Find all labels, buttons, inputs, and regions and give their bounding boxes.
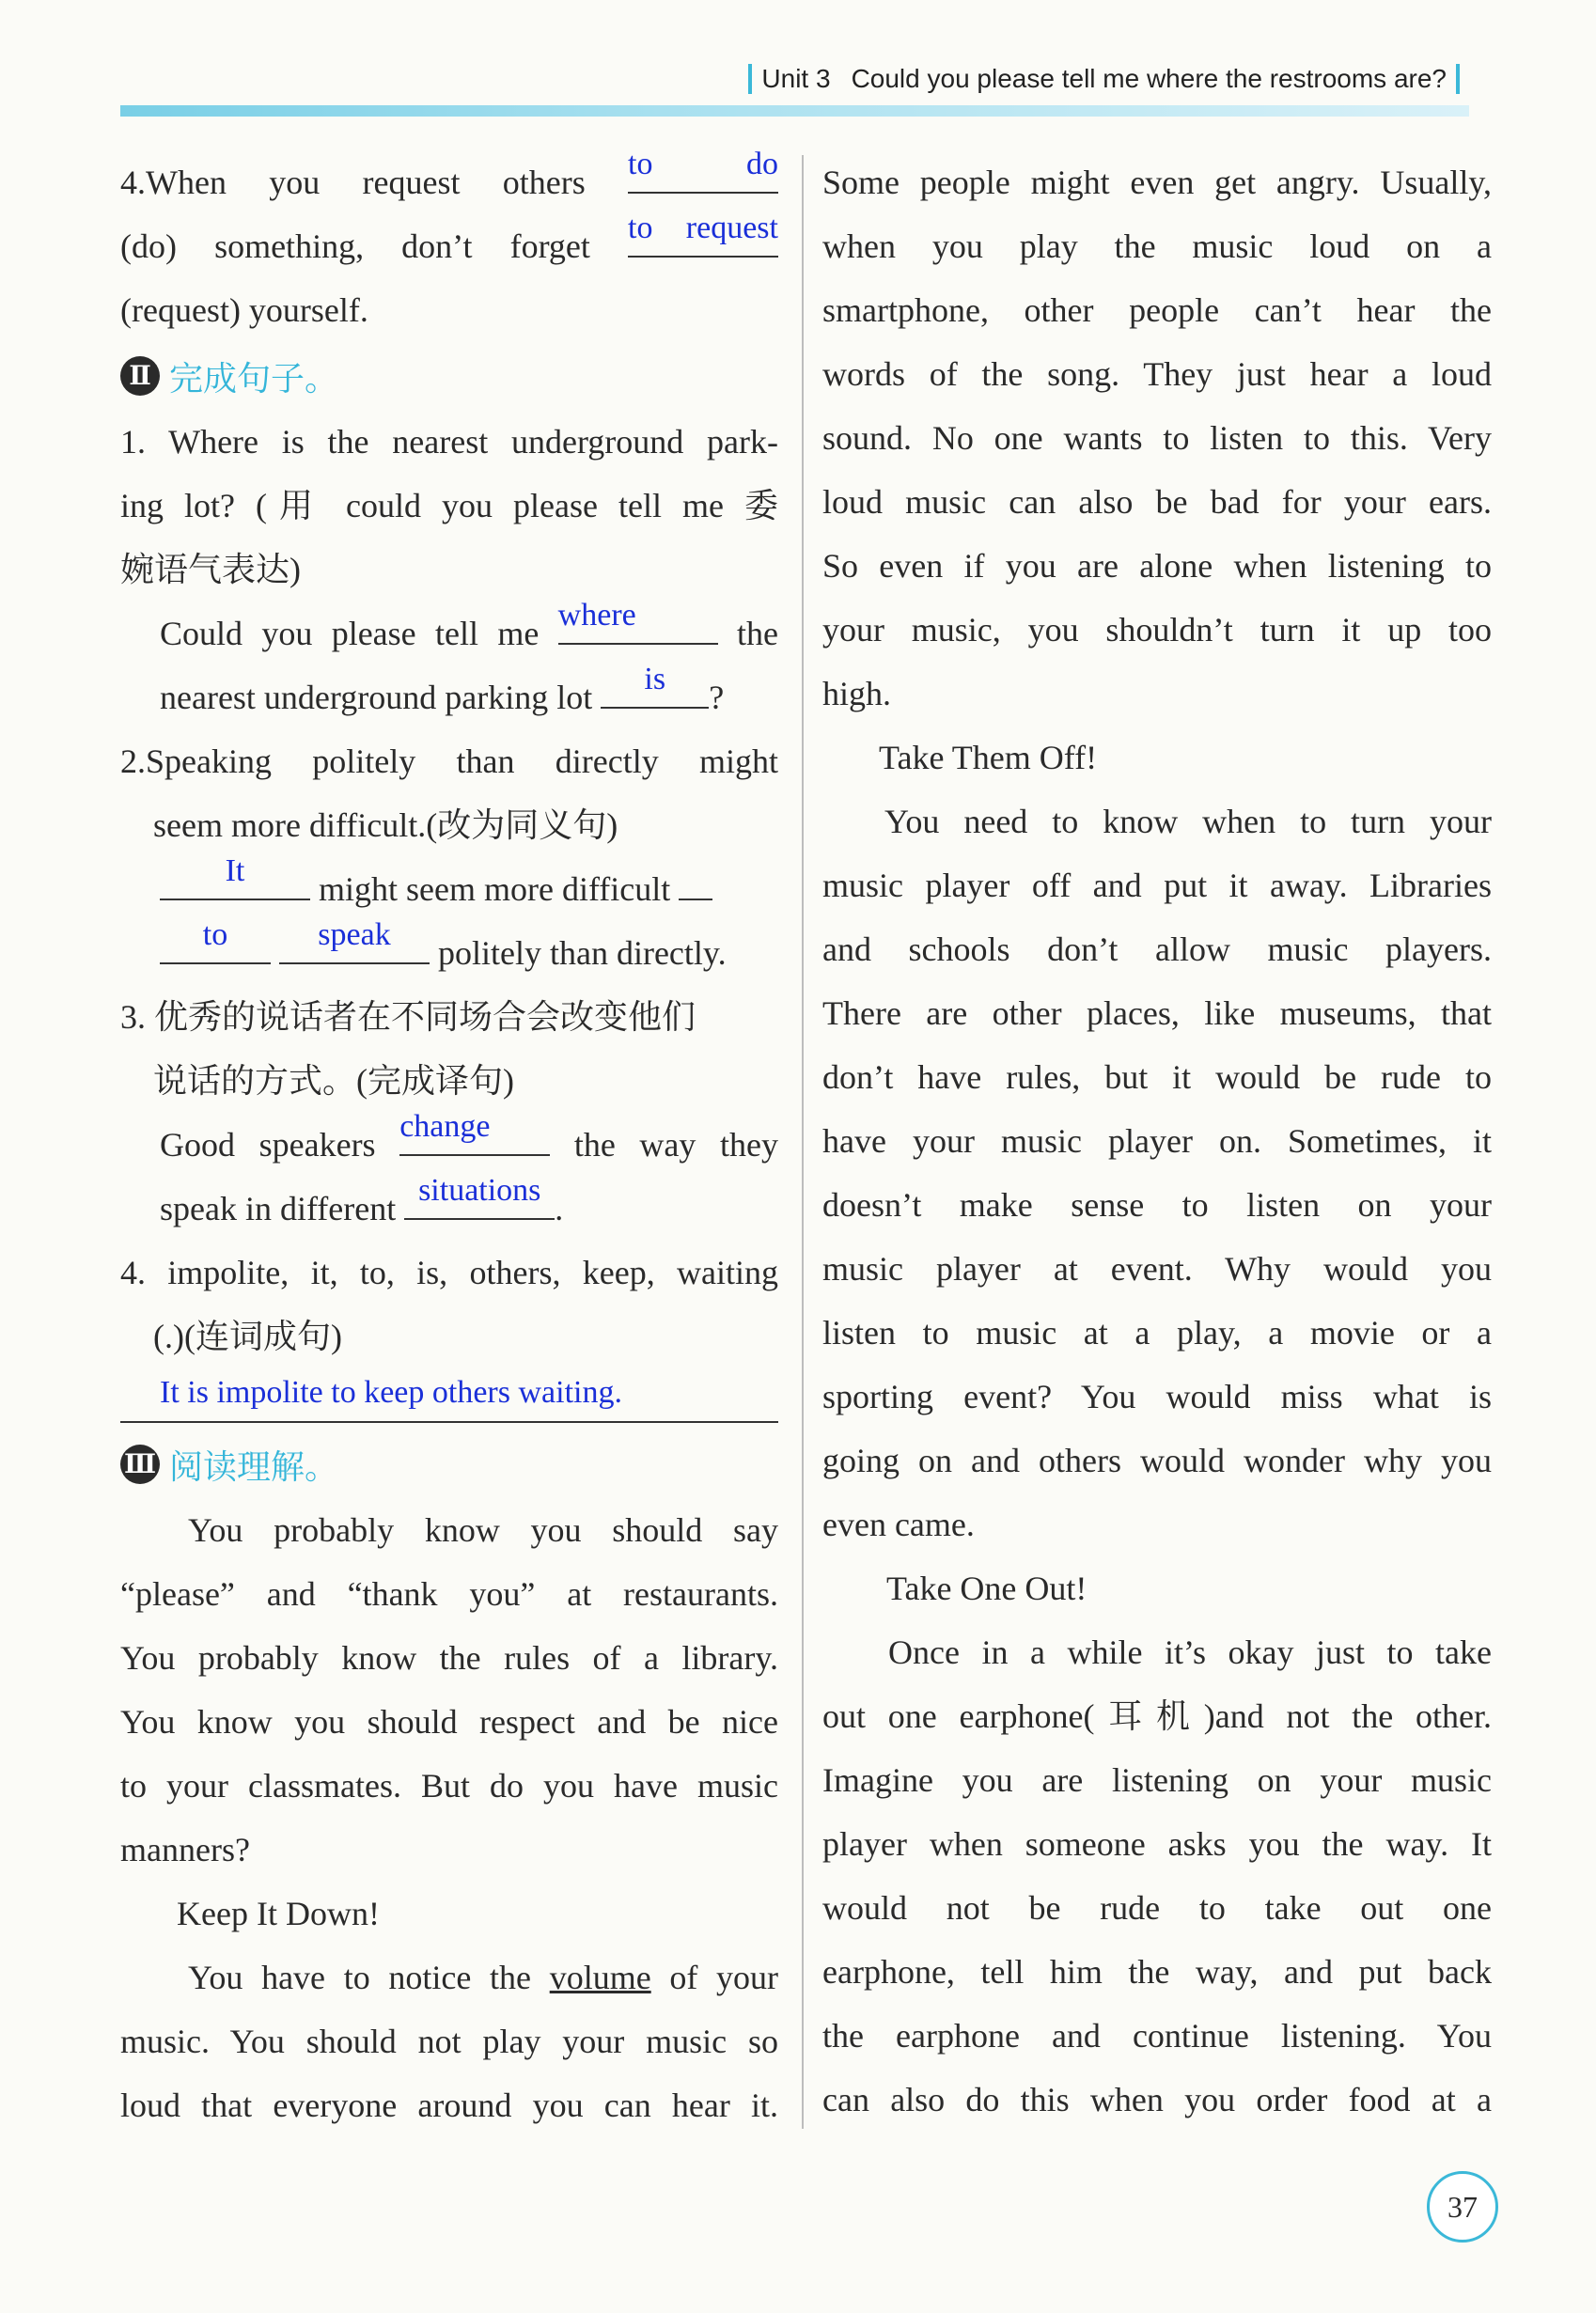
- section-number-badge: Ⅲ: [120, 1445, 160, 1484]
- reading-paragraph-2: You have to notice the volume of your music. You should not play your music so loud that everyone around you can hear it.: [120, 1959, 779, 2124]
- page-header: [120, 55, 1469, 130]
- subheading-keep-it-down: Keep It Down!: [177, 1895, 380, 1932]
- reading-paragraph-3: Some people might even get angry. Usually, when you play the music loud on a smartphone, other people can’t hear the words of the song. They just hear a loud sound. No one wants to listen to this. Very loud music can also be bad for your ears. So even if you are alone when listening to your music, you shouldn’t turn it up too high.: [822, 164, 1492, 712]
- answer-blank[interactable]: to do: [628, 154, 778, 194]
- header-title-bar: [748, 64, 1460, 94]
- subheading-take-them-off: Take Them Off!: [879, 739, 1098, 776]
- reading-paragraph-5: Once in a while it’s okay just to take out one earphone(耳机)and not the other. Imagine you are listening on your music player when someone asks you the way. It would not be rude to take out one earphone, tell him the way, and put back the earphone and continue listening. You can also do this when you order food at a: [822, 1633, 1492, 2118]
- answer-blank[interactable]: situations: [404, 1180, 555, 1220]
- answer-blank[interactable]: change: [399, 1117, 550, 1156]
- answer-blank[interactable]: to request: [628, 218, 778, 258]
- answer-blank[interactable]: is: [601, 669, 709, 709]
- answer-blank[interactable]: speak: [279, 925, 430, 964]
- section-title: 完成句子。: [169, 359, 339, 399]
- underlined-word: volume: [549, 1959, 651, 1996]
- sentence-1: 1. Where is the nearest underground park- ing lot? (用 could you please tell me 委 婉语气表达) Could you please tell me where the nearest underground parking lot is ?: [120, 423, 779, 716]
- answer-blank[interactable]: where: [558, 605, 718, 645]
- question-4-fill-blank: 4.When you request others to do (do) something, don’t forget to request (request) yourself.: [120, 147, 778, 329]
- sentence-4: 4. impolite, it, to, is, others, keep, waiting (.)(连词成句) It is impolite to keep others waiting.: [120, 1241, 778, 1423]
- header-rule: [120, 105, 1469, 117]
- answer-line[interactable]: It is impolite to keep others waiting.: [120, 1368, 778, 1423]
- column-divider: [802, 155, 804, 2129]
- reading-paragraph-1: You probably know you should say “please” and “thank you” at restaurants. You probably know the rules of a library. You know you should respect and be nice to your classmates. But do you have music manners?: [120, 1511, 778, 1868]
- section-title: 阅读理解。: [169, 1447, 339, 1487]
- reading-paragraph-4: You need to know when to turn your music player off and put it away. Libraries and schools don’t allow music players. There are other places, like museums, that don’t have rules, but it would be rude to have your music player on. Sometimes, it doesn’t make sense to listen on your music player at event. Why would you listen to music at a play, a movie or a sporting event? You would miss what is going on and others would wonder why you even came.: [822, 803, 1492, 1543]
- page-number: 37: [1427, 2171, 1498, 2243]
- left-column: [120, 147, 779, 2137]
- answer-blank[interactable]: [679, 861, 712, 900]
- section-number-badge: Ⅱ: [120, 356, 160, 396]
- section-header-2: [120, 342, 778, 410]
- right-column: [822, 150, 1492, 2132]
- sentence-2: 2.Speaking politely than directly might seem more difficult.(改为同义句) It might seem more difficult to speak politely than directly.: [120, 742, 778, 972]
- unit-title: Could you please tell me where the restrooms are?: [851, 64, 1447, 93]
- answer-blank[interactable]: It: [160, 861, 310, 900]
- section-header-3: [120, 1430, 778, 1498]
- unit-label: Unit 3: [761, 64, 831, 93]
- answer-blank[interactable]: to: [160, 925, 271, 964]
- sentence-3: 3. 优秀的说话者在不同场合会改变他们 说话的方式。(完成译句) Good speakers change the way they speak in different situations .: [120, 998, 779, 1227]
- subheading-take-one-out: Take One Out!: [886, 1570, 1087, 1607]
